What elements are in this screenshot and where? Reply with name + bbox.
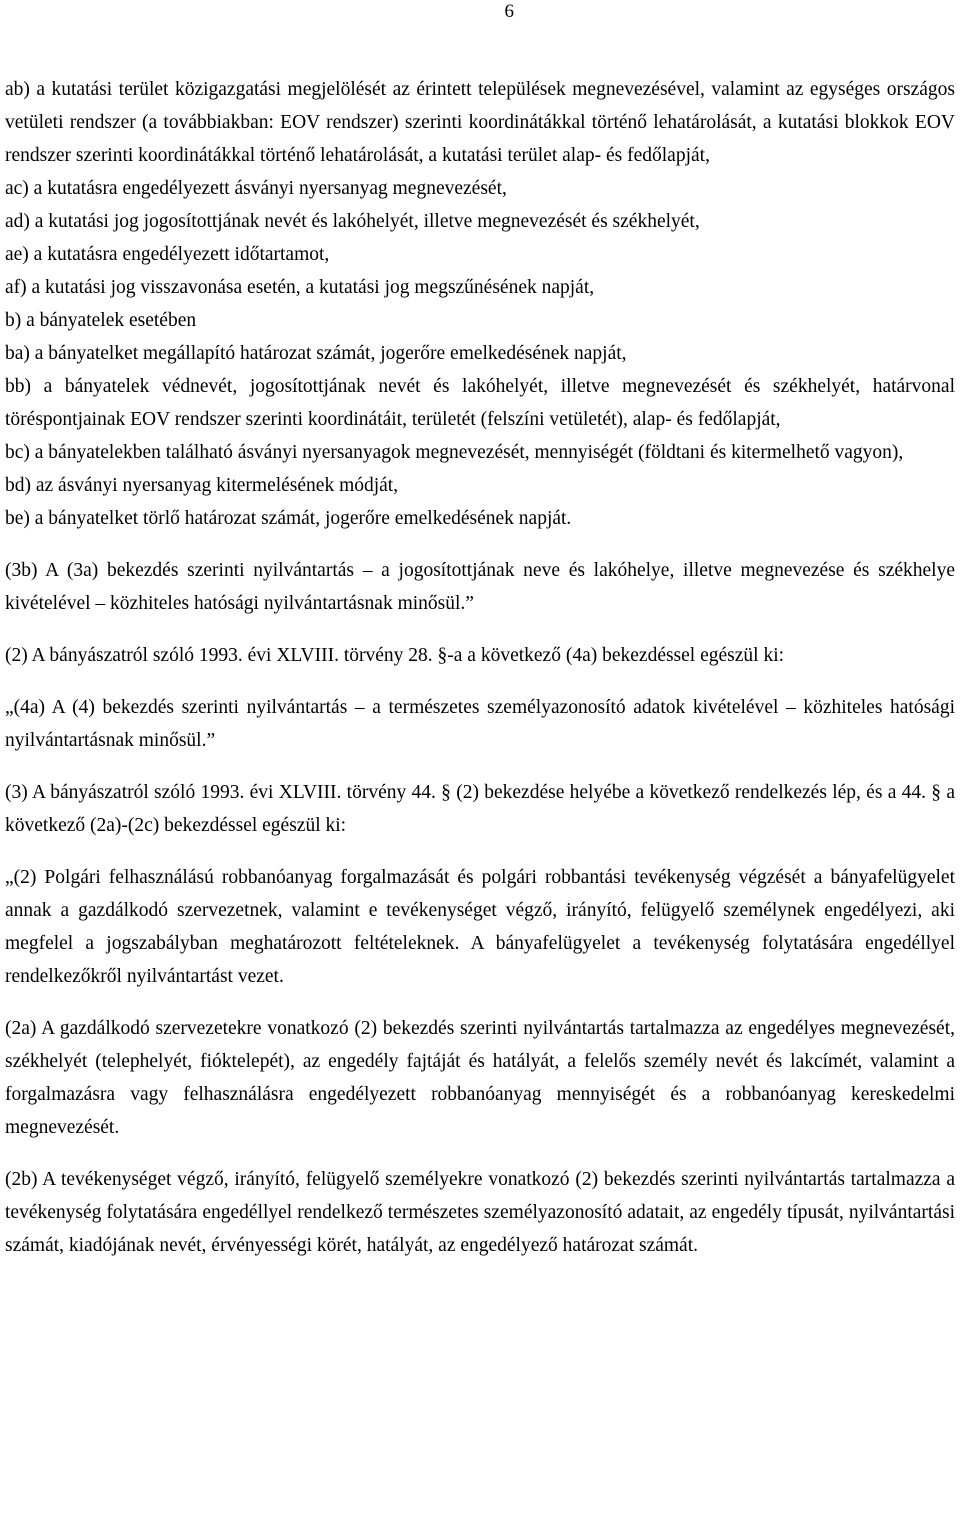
- paragraph-ac: ac) a kutatásra engedélyezett ásványi nyersanyag megnevezését,: [5, 178, 507, 199]
- page-number: 6: [504, 1, 514, 22]
- paragraph-ba: ba) a bányatelket megállapító határozat számát, jogerőre emelkedésének napját,: [5, 343, 627, 364]
- paragraph-bc: bc) a bányatelekben található ásványi nyersanyagok megnevezését, mennyiségét (földtani és kitermelhető vagyon),: [5, 442, 904, 463]
- paragraph-be: be) a bányatelket törlő határozat számát, jogerőre emelkedésének napját.: [5, 508, 572, 529]
- paragraph-amendment-2: (2) A bányászatról szóló 1993. évi XLVIII. törvény 28. §-a a következő (4a) bekezdéssel egészül ki:: [5, 645, 785, 666]
- paragraph-ad: ad) a kutatási jog jogosítottjának nevét és lakóhelyét, illetve megnevezését és székhelyét,: [5, 211, 700, 232]
- paragraph-ae: ae) a kutatásra engedélyezett időtartamot,: [5, 244, 330, 265]
- paragraph-b: b) a bányatelek esetében: [5, 310, 197, 331]
- paragraph-2b: (2b) A tevékenységet végző, irányító, felügyelő személyekre vonatkozó (2) bekezdés szerinti nyilvántartás tartalmazza a tevékenység folytatására engedéllyel rendelkező természetes személyazonosító adatait, az engedély típusát, nyilvántartási számát, kiadójának nevét, érvényességi körét, hatályát, az engedélyező határozat számát.: [5, 1169, 955, 1256]
- paragraph-bb: bb) a bányatelek védnevét, jogosítottjának nevét és lakóhelyét, illetve megnevezését és székhelyét, határvonal töréspontjainak EOV rendszer szerinti koordinátáit, területét (felszíni vetületét), alap- és fedőlapját,: [5, 376, 955, 430]
- paragraph-af: af) a kutatási jog visszavonása esetén, a kutatási jog megszűnésének napját,: [5, 277, 595, 298]
- paragraph-4a: „(4a) A (4) bekezdés szerinti nyilvántartás – a természetes személyazonosító adatok kivételével – közhiteles hatósági nyilvántartásnak minősül.”: [5, 697, 955, 751]
- paragraph-3b: (3b) A (3a) bekezdés szerinti nyilvántartás – a jogosítottjának neve és lakóhelye, illetve megnevezése és székhelye kivételével – közhiteles hatósági nyilvántartásnak minősül.”: [5, 560, 955, 614]
- paragraph-amendment-3: (3) A bányászatról szóló 1993. évi XLVIII. törvény 44. § (2) bekezdése helyébe a következő rendelkezés lép, és a 44. § a következő (2a)-(2c) bekezdéssel egészül ki:: [5, 782, 955, 836]
- paragraph-2a: (2a) A gazdálkodó szervezetekre vonatkozó (2) bekezdés szerinti nyilvántartás tartalmazza az engedélyes megnevezését, székhelyét (telephelyét, fióktelepét), az engedély fajtáját és hatályát, a felelős személy nevét és lakcímét, valamint a forgalmazásra vagy felhasználásra engedélyezett robbanóanyag mennyiségét és a robbanóanyag kereskedelmi megnevezését.: [5, 1018, 955, 1138]
- paragraph-bd: bd) az ásványi nyersanyag kitermelésének módját,: [5, 475, 399, 496]
- paragraph-44-2: „(2) Polgári felhasználású robbanóanyag forgalmazását és polgári robbantási tevékenység végzését a bányafelügyelet annak a gazdálkodó szervezetnek, valamint e tevékenységet végző, irányító, felügyelő személynek engedélyezi, aki megfelel a jogszabályban meghatározott feltételeknek. A bányafelügyelet a tevékenység folytatására engedéllyel rendelkezőkről nyilvántartást vezet.: [5, 867, 955, 987]
- paragraph-ab: ab) a kutatási terület közigazgatási megjelölését az érintett települések megnevezésével, valamint az egységes országos vetületi rendszer (a továbbiakban: EOV rendszer) szerinti koordinátákkal történő lehatárolását, a kutatási blokkok EOV rendszer szerinti koordinátákkal történő lehatárolását, a kutatási terület alap- és fedőlapját,: [5, 79, 955, 166]
- document-body: [5, 73, 955, 1262]
